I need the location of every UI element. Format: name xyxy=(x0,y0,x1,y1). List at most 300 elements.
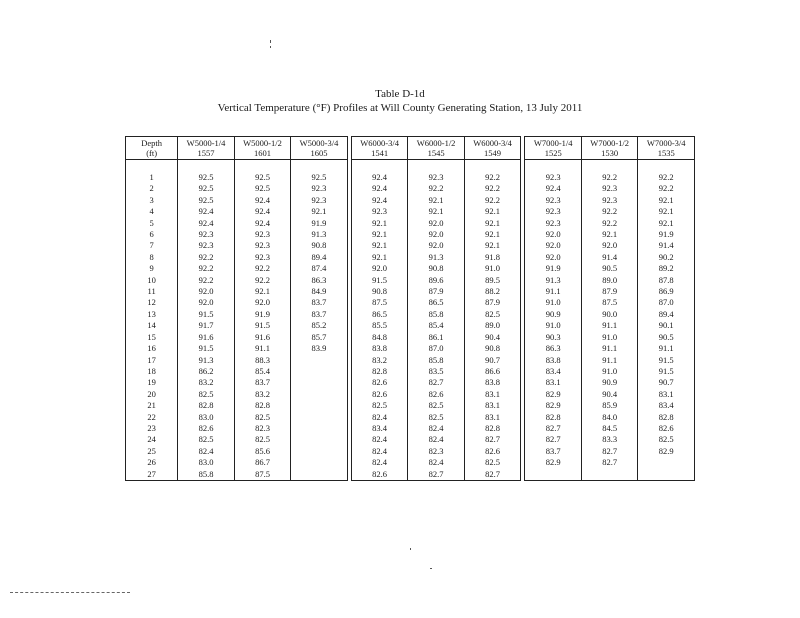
temperature-cell: 90.0 xyxy=(581,309,637,320)
temperature-cell: 84.0 xyxy=(581,412,637,423)
scan-speck xyxy=(270,40,271,43)
temperature-cell: 85.7 xyxy=(291,332,347,343)
temperature-cell: 83.8 xyxy=(351,343,407,354)
depth-cell: 11 xyxy=(126,286,178,297)
temperature-cell: 87.5 xyxy=(234,469,290,481)
temperature-cell: 89.4 xyxy=(638,309,695,320)
temperature-cell: 82.9 xyxy=(525,400,581,411)
table-row xyxy=(126,218,695,229)
temperature-cell: 91.1 xyxy=(581,355,637,366)
temperature-cell: 83.5 xyxy=(408,366,464,377)
temperature-cell: 90.5 xyxy=(638,332,695,343)
spacer-row xyxy=(126,160,695,173)
temperature-cell: 91.5 xyxy=(178,309,234,320)
table-subtitle: Vertical Temperature (°F) Profiles at Will County Generating Station, 13 July 2011 xyxy=(217,102,583,114)
depth-cell: 23 xyxy=(126,423,178,434)
temperature-cell xyxy=(291,400,347,411)
time-label: 1525 xyxy=(544,148,562,158)
temperature-cell: 82.6 xyxy=(178,423,234,434)
depth-cell: 10 xyxy=(126,275,178,286)
temperature-cell: 92.1 xyxy=(464,206,520,217)
spacer-cell xyxy=(638,160,695,173)
temperature-cell: 83.1 xyxy=(638,389,695,400)
table-row xyxy=(126,240,695,251)
temperature-cell: 82.4 xyxy=(351,412,407,423)
column-header xyxy=(525,137,581,160)
table-row xyxy=(126,423,695,434)
temperature-cell: 90.9 xyxy=(525,309,581,320)
station-label: W6000-3/4 xyxy=(473,138,512,148)
temperature-cell: 92.5 xyxy=(234,183,290,194)
temperature-cell: 87.9 xyxy=(581,286,637,297)
temperature-cell: 90.8 xyxy=(351,286,407,297)
temperature-cell: 91.0 xyxy=(581,366,637,377)
temperature-cell: 92.3 xyxy=(234,229,290,240)
temperature-cell: 92.0 xyxy=(178,297,234,308)
temperature-cell: 91.8 xyxy=(464,252,520,263)
temperature-cell: 92.0 xyxy=(408,218,464,229)
time-label: 1601 xyxy=(254,148,271,158)
station-label: W5000-3/4 xyxy=(299,138,339,148)
depth-cell: 22 xyxy=(126,412,178,423)
spacer-cell xyxy=(234,160,290,173)
scan-edge-line xyxy=(10,592,130,593)
temperature-cell: 82.7 xyxy=(525,434,581,445)
temperature-cell: 83.7 xyxy=(291,309,347,320)
temperature-cell: 83.4 xyxy=(525,366,581,377)
time-label: 1541 xyxy=(371,148,389,158)
temperature-cell: 92.2 xyxy=(581,206,637,217)
temperature-cell: 92.1 xyxy=(351,229,407,240)
temperature-cell: 91.1 xyxy=(525,286,581,297)
temperature-cell: 82.6 xyxy=(351,377,407,388)
temperature-cell: 86.7 xyxy=(234,457,290,468)
temperature-cell: 91.0 xyxy=(525,320,581,331)
temperature-cell: 82.7 xyxy=(525,423,581,434)
column-header xyxy=(408,137,464,160)
column-header xyxy=(464,137,520,160)
temperature-cell: 86.5 xyxy=(408,297,464,308)
temperature-cell: 83.2 xyxy=(351,355,407,366)
temperature-cell: 92.3 xyxy=(234,252,290,263)
temperature-cell: 82.3 xyxy=(234,423,290,434)
temperature-cell: 90.7 xyxy=(638,377,695,388)
temperature-cell: 82.8 xyxy=(638,412,695,423)
table-row xyxy=(126,275,695,286)
temperature-cell: 92.1 xyxy=(464,218,520,229)
table-row xyxy=(126,309,695,320)
temperature-cell: 82.5 xyxy=(234,412,290,423)
column-header xyxy=(638,137,695,160)
temperature-cell: 91.5 xyxy=(234,320,290,331)
depth-cell: 18 xyxy=(126,366,178,377)
temperature-cell: 92.2 xyxy=(178,263,234,274)
temperature-cell: 92.0 xyxy=(234,297,290,308)
temperature-cell: 82.5 xyxy=(408,400,464,411)
table-row xyxy=(126,297,695,308)
temperature-cell: 92.4 xyxy=(234,206,290,217)
temperature-cell: 88.3 xyxy=(234,355,290,366)
table-row xyxy=(126,457,695,468)
temperature-cell xyxy=(291,434,347,445)
temperature-cell: 82.7 xyxy=(464,434,520,445)
station-label: W7000-3/4 xyxy=(646,138,686,148)
temperature-cell: 92.5 xyxy=(178,172,234,183)
temperature-cell: 82.8 xyxy=(525,412,581,423)
temperature-cell: 82.7 xyxy=(581,457,637,468)
time-label: 1530 xyxy=(601,148,619,158)
spacer-cell xyxy=(126,160,178,173)
temperature-cell: 92.4 xyxy=(234,218,290,229)
temperature-cell: 91.5 xyxy=(638,366,695,377)
table-row xyxy=(126,446,695,457)
temperature-cell: 92.1 xyxy=(638,206,695,217)
temperature-cell xyxy=(525,469,581,481)
temperature-cell: 92.3 xyxy=(178,229,234,240)
temperature-cell: 83.3 xyxy=(581,434,637,445)
depth-header-label: Depth xyxy=(141,138,163,148)
table-row xyxy=(126,286,695,297)
depth-cell: 5 xyxy=(126,218,178,229)
temperature-cell: 87.0 xyxy=(408,343,464,354)
temperature-cell: 92.5 xyxy=(291,172,347,183)
temperature-cell: 83.0 xyxy=(178,412,234,423)
station-label: W7000-1/2 xyxy=(590,138,630,148)
table-row xyxy=(126,366,695,377)
temperature-cell: 92.4 xyxy=(351,172,407,183)
temperature-cell: 83.7 xyxy=(234,377,290,388)
temperature-cell: 83.0 xyxy=(178,457,234,468)
temperature-cell: 85.5 xyxy=(351,320,407,331)
time-label: 1605 xyxy=(310,148,328,158)
temperature-cell: 91.9 xyxy=(291,218,347,229)
temperature-cell: 91.3 xyxy=(408,252,464,263)
temperature-cell: 92.2 xyxy=(581,218,637,229)
temperature-cell: 85.4 xyxy=(234,366,290,377)
temperature-cell: 92.2 xyxy=(581,172,637,183)
time-label: 1549 xyxy=(484,148,502,158)
temperature-cell: 91.6 xyxy=(178,332,234,343)
temperature-cell: 82.7 xyxy=(581,446,637,457)
temperature-cell: 92.3 xyxy=(291,183,347,194)
temperature-cell: 82.6 xyxy=(351,469,407,481)
temperature-cell: 82.3 xyxy=(408,446,464,457)
temperature-cell: 92.2 xyxy=(464,195,520,206)
temperature-cell: 86.9 xyxy=(638,286,695,297)
temperature-cell: 92.4 xyxy=(351,195,407,206)
temperature-cell: 89.0 xyxy=(464,320,520,331)
temperature-cell: 92.1 xyxy=(581,229,637,240)
spacer-cell xyxy=(178,160,234,173)
temperature-cell: 92.3 xyxy=(351,206,407,217)
temperature-cell: 91.1 xyxy=(581,320,637,331)
temperature-cell: 91.4 xyxy=(638,240,695,251)
temperature-cell: 92.1 xyxy=(638,195,695,206)
temperature-cell: 91.5 xyxy=(351,275,407,286)
depth-cell: 1 xyxy=(126,172,178,183)
temperature-cell: 92.3 xyxy=(525,172,581,183)
table-row xyxy=(126,195,695,206)
table-row xyxy=(126,252,695,263)
temperature-table xyxy=(125,136,695,481)
table-row xyxy=(126,206,695,217)
temperature-cell: 87.9 xyxy=(408,286,464,297)
temperature-cell: 90.5 xyxy=(581,263,637,274)
scan-speck xyxy=(270,46,271,48)
temperature-cell: 91.9 xyxy=(525,263,581,274)
temperature-cell: 85.8 xyxy=(408,355,464,366)
temperature-cell xyxy=(291,412,347,423)
temperature-cell: 91.3 xyxy=(178,355,234,366)
temperature-cell: 82.5 xyxy=(178,389,234,400)
temperature-cell: 87.8 xyxy=(638,275,695,286)
temperature-cell: 86.3 xyxy=(291,275,347,286)
temperature-cell: 82.5 xyxy=(178,434,234,445)
temperature-cell: 83.1 xyxy=(464,400,520,411)
temperature-cell: 86.6 xyxy=(464,366,520,377)
temperature-cell: 83.8 xyxy=(525,355,581,366)
temperature-cell: 82.7 xyxy=(464,469,520,481)
temperature-cell xyxy=(291,366,347,377)
temperature-cell: 82.6 xyxy=(351,389,407,400)
temperature-cell: 91.5 xyxy=(178,343,234,354)
temperature-cell: 91.7 xyxy=(178,320,234,331)
table-body xyxy=(126,160,695,481)
temperature-cell: 87.9 xyxy=(464,297,520,308)
temperature-cell: 82.5 xyxy=(638,434,695,445)
temperature-cell: 83.1 xyxy=(525,377,581,388)
temperature-cell: 92.0 xyxy=(525,229,581,240)
header-row xyxy=(126,137,695,160)
temperature-cell: 85.8 xyxy=(408,309,464,320)
temperature-cell: 92.1 xyxy=(351,218,407,229)
temperature-cell: 91.0 xyxy=(525,297,581,308)
temperature-cell: 92.2 xyxy=(178,252,234,263)
column-header xyxy=(291,137,347,160)
temperature-cell: 83.8 xyxy=(464,377,520,388)
temperature-cell: 92.2 xyxy=(408,183,464,194)
temperature-cell: 82.4 xyxy=(178,446,234,457)
table-row xyxy=(126,320,695,331)
temperature-cell: 91.0 xyxy=(581,332,637,343)
temperature-cell: 83.2 xyxy=(234,389,290,400)
temperature-cell: 92.0 xyxy=(525,240,581,251)
temperature-cell: 82.7 xyxy=(408,377,464,388)
temperature-cell: 83.4 xyxy=(638,400,695,411)
temperature-cell: 92.4 xyxy=(234,195,290,206)
temperature-cell: 85.6 xyxy=(234,446,290,457)
temperature-cell: 84.8 xyxy=(351,332,407,343)
time-label: 1535 xyxy=(657,148,675,158)
temperature-cell: 91.4 xyxy=(581,252,637,263)
temperature-cell: 82.5 xyxy=(408,412,464,423)
temperature-cell: 83.7 xyxy=(525,446,581,457)
temperature-cell: 90.3 xyxy=(525,332,581,343)
temperature-cell: 92.0 xyxy=(178,286,234,297)
temperature-cell: 92.5 xyxy=(234,172,290,183)
temperature-cell: 92.4 xyxy=(178,218,234,229)
spacer-cell xyxy=(351,160,407,173)
depth-header xyxy=(126,137,178,160)
temperature-cell: 82.8 xyxy=(234,400,290,411)
temperature-cell: 91.1 xyxy=(581,343,637,354)
depth-cell: 8 xyxy=(126,252,178,263)
temperature-cell: 84.5 xyxy=(581,423,637,434)
temperature-cell: 82.5 xyxy=(234,434,290,445)
temperature-cell: 89.0 xyxy=(581,275,637,286)
spacer-cell xyxy=(408,160,464,173)
temperature-cell xyxy=(291,423,347,434)
temperature-cell: 92.1 xyxy=(464,240,520,251)
temperature-cell: 91.6 xyxy=(234,332,290,343)
station-label: W7000-1/4 xyxy=(533,138,573,148)
temperature-cell: 92.1 xyxy=(234,286,290,297)
temperature-cell: 92.0 xyxy=(525,252,581,263)
temperature-cell: 83.1 xyxy=(464,389,520,400)
temperature-cell: 92.0 xyxy=(351,263,407,274)
temperature-cell: 90.4 xyxy=(464,332,520,343)
temperature-cell: 82.5 xyxy=(464,309,520,320)
temperature-cell: 92.5 xyxy=(178,195,234,206)
depth-cell: 14 xyxy=(126,320,178,331)
temperature-cell: 92.5 xyxy=(178,183,234,194)
table-row xyxy=(126,469,695,481)
temperature-cell: 89.2 xyxy=(638,263,695,274)
depth-cell: 13 xyxy=(126,309,178,320)
temperature-cell: 86.5 xyxy=(351,309,407,320)
temperature-cell: 92.4 xyxy=(525,183,581,194)
depth-cell: 19 xyxy=(126,377,178,388)
temperature-cell: 91.9 xyxy=(234,309,290,320)
temperature-cell: 90.8 xyxy=(408,263,464,274)
temperature-cell xyxy=(638,469,695,481)
temperature-cell: 92.1 xyxy=(638,218,695,229)
temperature-cell: 92.3 xyxy=(581,195,637,206)
depth-cell: 24 xyxy=(126,434,178,445)
temperature-cell: 92.1 xyxy=(408,195,464,206)
depth-cell: 9 xyxy=(126,263,178,274)
temperature-cell: 82.4 xyxy=(351,434,407,445)
temperature-cell: 82.8 xyxy=(464,423,520,434)
temperature-cell: 82.9 xyxy=(525,457,581,468)
column-header xyxy=(351,137,407,160)
temperature-cell: 86.3 xyxy=(525,343,581,354)
time-label: 1545 xyxy=(427,148,445,158)
temperature-cell: 88.2 xyxy=(464,286,520,297)
table-row xyxy=(126,389,695,400)
temperature-cell: 92.3 xyxy=(291,195,347,206)
temperature-cell: 87.5 xyxy=(581,297,637,308)
station-label: W6000-3/4 xyxy=(360,138,399,148)
temperature-cell: 92.0 xyxy=(408,240,464,251)
temperature-cell: 85.8 xyxy=(178,469,234,481)
title-block xyxy=(0,88,800,115)
temperature-cell: 86.2 xyxy=(178,366,234,377)
time-label: 1557 xyxy=(197,148,215,158)
temperature-cell: 91.9 xyxy=(638,229,695,240)
temperature-cell: 82.4 xyxy=(408,423,464,434)
temperature-cell: 92.2 xyxy=(638,183,695,194)
temperature-cell: 89.6 xyxy=(408,275,464,286)
temperature-cell: 91.3 xyxy=(525,275,581,286)
temperature-cell: 82.4 xyxy=(351,446,407,457)
depth-cell: 26 xyxy=(126,457,178,468)
temperature-cell xyxy=(291,377,347,388)
table-title: Table D-1d xyxy=(375,88,425,100)
table-row xyxy=(126,229,695,240)
temperature-cell: 83.7 xyxy=(291,297,347,308)
temperature-cell: 92.0 xyxy=(581,240,637,251)
temperature-cell: 82.7 xyxy=(408,469,464,481)
temperature-cell: 82.9 xyxy=(525,389,581,400)
temperature-cell: 92.1 xyxy=(464,229,520,240)
temperature-cell xyxy=(291,457,347,468)
temperature-cell: 82.5 xyxy=(464,457,520,468)
column-header xyxy=(234,137,290,160)
station-label: W5000-1/2 xyxy=(243,138,282,148)
temperature-cell: 91.1 xyxy=(234,343,290,354)
table-row xyxy=(126,172,695,183)
temperature-cell: 85.4 xyxy=(408,320,464,331)
temperature-cell: 87.4 xyxy=(291,263,347,274)
depth-cell: 12 xyxy=(126,297,178,308)
temperature-cell: 82.6 xyxy=(408,389,464,400)
spacer-cell xyxy=(291,160,347,173)
temperature-cell: 90.4 xyxy=(581,389,637,400)
temperature-cell: 82.8 xyxy=(178,400,234,411)
temperature-cell: 92.2 xyxy=(638,172,695,183)
table-row xyxy=(126,332,695,343)
temperature-cell: 89.5 xyxy=(464,275,520,286)
temperature-cell: 92.1 xyxy=(408,206,464,217)
temperature-cell: 83.2 xyxy=(178,377,234,388)
temperature-cell xyxy=(638,457,695,468)
column-header xyxy=(178,137,234,160)
temperature-cell: 92.3 xyxy=(581,183,637,194)
temperature-cell: 92.2 xyxy=(178,275,234,286)
depth-cell: 6 xyxy=(126,229,178,240)
temperature-cell: 91.3 xyxy=(291,229,347,240)
scan-speck xyxy=(410,548,411,550)
temperature-cell: 83.9 xyxy=(291,343,347,354)
depth-cell: 3 xyxy=(126,195,178,206)
temperature-cell: 92.3 xyxy=(525,218,581,229)
temperature-cell: 82.4 xyxy=(351,457,407,468)
table-row xyxy=(126,343,695,354)
table-row xyxy=(126,263,695,274)
temperature-cell xyxy=(581,469,637,481)
temperature-cell: 92.1 xyxy=(291,206,347,217)
temperature-cell: 92.3 xyxy=(525,206,581,217)
spacer-cell xyxy=(581,160,637,173)
temperature-cell: 92.4 xyxy=(178,206,234,217)
spacer-cell xyxy=(464,160,520,173)
depth-cell: 7 xyxy=(126,240,178,251)
temperature-cell xyxy=(291,389,347,400)
temperature-cell: 90.7 xyxy=(464,355,520,366)
table-row xyxy=(126,412,695,423)
temperature-cell: 87.5 xyxy=(351,297,407,308)
temperature-cell: 82.8 xyxy=(351,366,407,377)
temperature-cell: 90.1 xyxy=(638,320,695,331)
temperature-cell: 90.8 xyxy=(291,240,347,251)
temperature-cell: 82.5 xyxy=(351,400,407,411)
table-row xyxy=(126,434,695,445)
temperature-cell: 91.5 xyxy=(638,355,695,366)
temperature-cell: 82.6 xyxy=(464,446,520,457)
temperature-cell: 92.2 xyxy=(234,263,290,274)
temperature-cell: 92.3 xyxy=(408,172,464,183)
